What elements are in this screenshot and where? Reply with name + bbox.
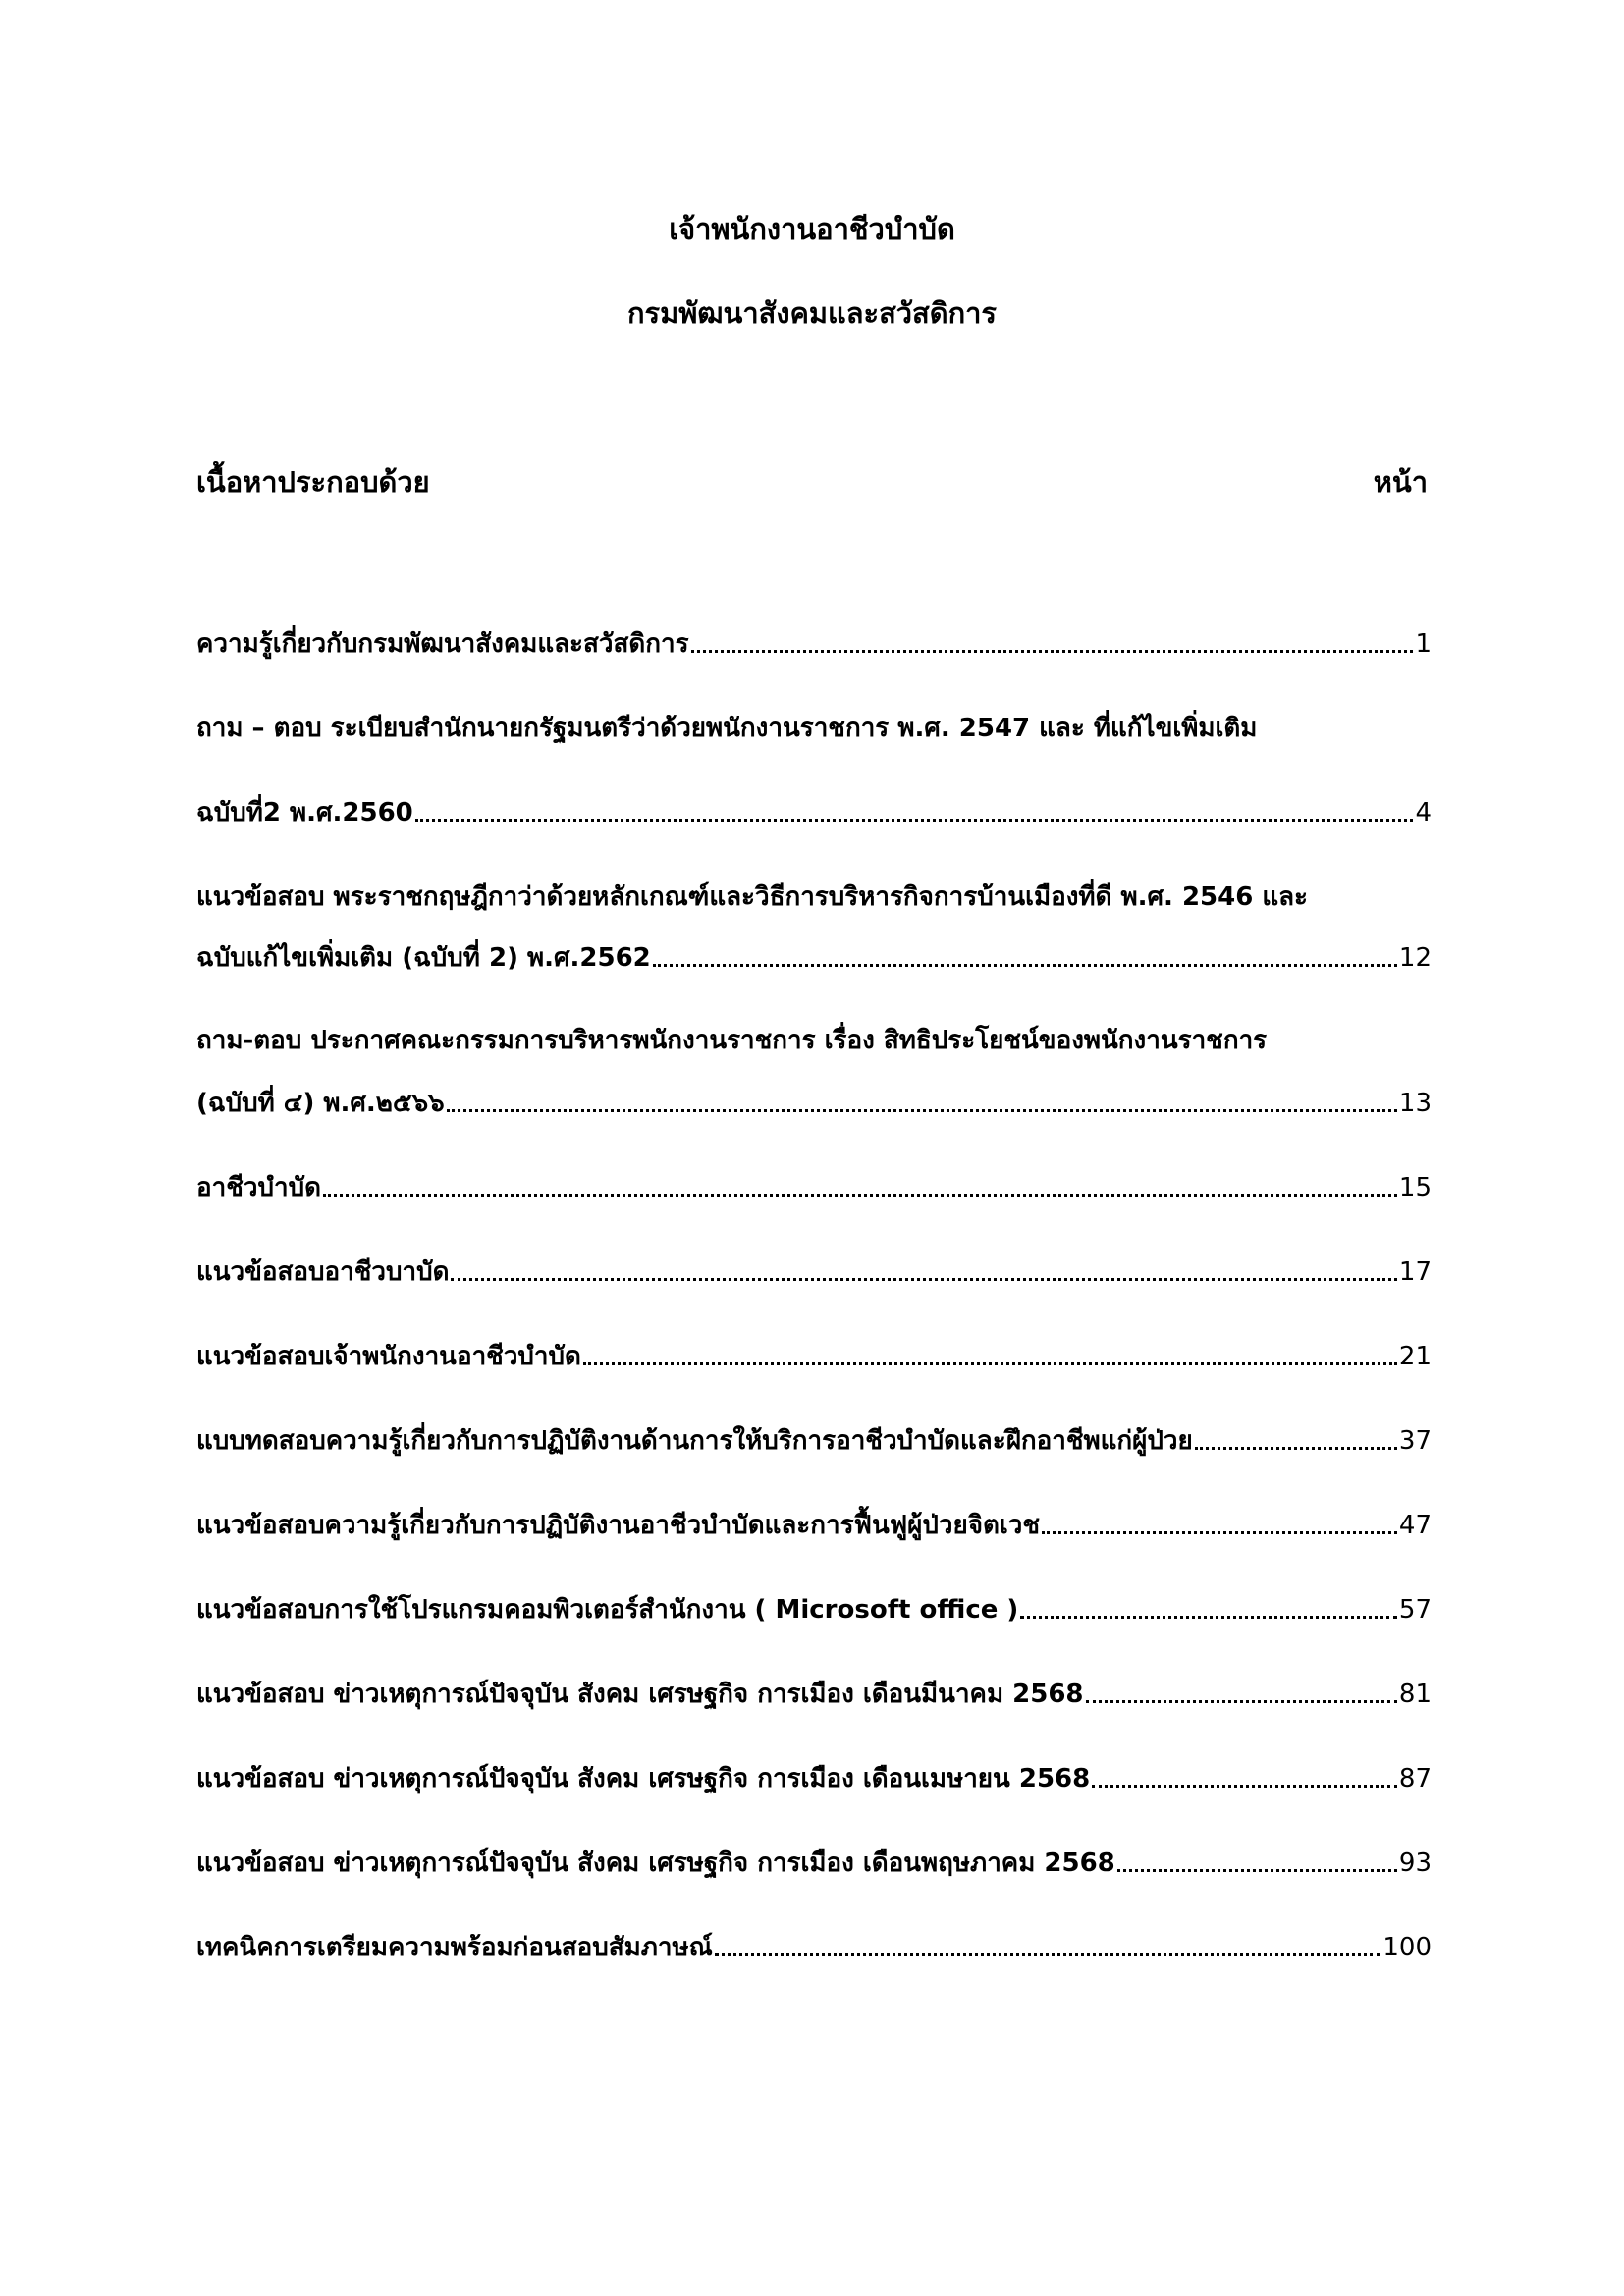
- dot-leader: [1042, 1531, 1397, 1534]
- document-title: เจ้าพนักงานอาชีวบำบัด: [669, 212, 955, 245]
- toc-entry-page: 47: [1398, 1511, 1432, 1540]
- dot-leader: [323, 1194, 1397, 1197]
- toc-entry-title: อาชีวบำบัด: [196, 1173, 321, 1202]
- toc-entry: [196, 1084, 1432, 1123]
- toc-entry-page: 12: [1398, 943, 1432, 973]
- toc-entry-title: แนวข้อสอบอาชีวบาบัด: [196, 1257, 450, 1287]
- document-subtitle: กรมพัฒนาสังคมและสวัสดิการ: [626, 296, 998, 330]
- toc-entry-title: เทคนิคการเตรียมความพร้อมก่อนสอบสัมภาษณ์: [196, 1933, 713, 1962]
- toc-entry-title-line2: ฉบับแก้ไขเพิ่มเติม (ฉบับที่ 2) พ.ศ.2562: [196, 943, 651, 973]
- toc-entry-page: 81: [1398, 1680, 1432, 1709]
- dot-leader: [1195, 1447, 1397, 1450]
- toc-entry: [196, 1843, 1432, 1883]
- toc-entry-title: แนวข้อสอบ ข่าวเหตุการณ์ปัจจุบัน สังคม เศรษฐกิจ การเมือง เดือนพฤษภาคม 2568: [196, 1848, 1115, 1878]
- toc-entry-page: 57: [1398, 1595, 1432, 1625]
- toc-entry: [196, 624, 1432, 664]
- toc-entry-page: 1: [1415, 629, 1432, 659]
- dot-leader: [715, 1953, 1381, 1956]
- toc-entry: [196, 1928, 1432, 1967]
- toc-entry-page: 17: [1398, 1257, 1432, 1287]
- dot-leader: [1117, 1869, 1397, 1872]
- toc-entry-title-line2: (ฉบับที่ ๔) พ.ศ.๒๕๖๖: [196, 1089, 445, 1118]
- dot-leader: [415, 819, 1414, 822]
- toc-entry-title: แนวข้อสอบเจ้าพนักงานอาชีวบำบัด: [196, 1342, 581, 1371]
- dot-leader: [1020, 1616, 1397, 1619]
- dot-leader: [447, 1109, 1397, 1112]
- toc-entry: [196, 938, 1432, 978]
- page-column-heading: หน้า: [1373, 465, 1428, 499]
- toc-entry: [196, 1421, 1432, 1461]
- toc-entry: [196, 1506, 1432, 1545]
- contents-heading: เนื้อหาประกอบด้วย: [196, 465, 430, 499]
- toc-entry-page: 87: [1398, 1764, 1432, 1793]
- dot-leader: [451, 1278, 1396, 1281]
- toc-entry: [196, 1337, 1432, 1376]
- toc-entry-title-line2: ฉบับที่2 พ.ศ.2560: [196, 798, 413, 828]
- toc-entry-page: 4: [1415, 798, 1432, 828]
- toc-entry-page: 37: [1398, 1426, 1432, 1456]
- dot-leader: [583, 1362, 1397, 1365]
- toc-entry: [196, 793, 1432, 832]
- toc-entry-page: 21: [1398, 1342, 1432, 1371]
- dot-leader: [1092, 1785, 1397, 1788]
- toc-entry: [196, 1168, 1432, 1207]
- toc-entry-title: ความรู้เกี่ยวกับกรมพัฒนาสังคมและสวัสดิการ: [196, 629, 689, 659]
- toc-entry-page: 13: [1398, 1089, 1432, 1118]
- toc-entry-title-line1: ถาม – ตอบ ระเบียบสำนักนายกรัฐมนตรีว่าด้วยพนักงานราชการ พ.ศ. 2547 และ ที่แก้ไขเพิ่มเติม: [196, 714, 1258, 743]
- toc-entry-title-line1: แนวข้อสอบ พระราชกฤษฎีกาว่าด้วยหลักเกณฑ์และวิธีการบริหารกิจการบ้านเมืองที่ดี พ.ศ. 2546 และ: [196, 882, 1309, 912]
- toc-entry-title: แนวข้อสอบการใช้โปรแกรมคอมพิวเตอร์สำนักงาน ( Microsoft office ): [196, 1595, 1019, 1625]
- toc-entry-title: แบบทดสอบความรู้เกี่ยวกับการปฏิบัติงานด้านการให้บริการอาชีวบำบัดและฝึกอาชีพแก่ผู้ป่วย: [196, 1426, 1193, 1456]
- toc-entry: [196, 1590, 1432, 1629]
- dot-leader: [1086, 1700, 1397, 1703]
- toc-entry-page: 15: [1398, 1173, 1432, 1202]
- toc-entry-title: แนวข้อสอบความรู้เกี่ยวกับการปฏิบัติงานอาชีวบำบัดและการฟื้นฟูผู้ป่วยจิตเวช: [196, 1511, 1040, 1540]
- toc-entry: [196, 1253, 1432, 1292]
- toc-entry: [196, 1759, 1432, 1798]
- toc-entry-title: แนวข้อสอบ ข่าวเหตุการณ์ปัจจุบัน สังคม เศรษฐกิจ การเมือง เดือนมีนาคม 2568: [196, 1680, 1084, 1709]
- toc-entry-page: 93: [1398, 1848, 1432, 1878]
- toc-entry: [196, 1675, 1432, 1714]
- dot-leader: [691, 650, 1414, 653]
- toc-entry-page: 100: [1382, 1933, 1432, 1962]
- dot-leader: [653, 964, 1397, 967]
- toc-entry-title-line1: ถาม-ตอบ ประกาศคณะกรรมการบริหารพนักงานราชการ เรื่อง สิทธิประโยชน์ของพนักงานราชการ: [196, 1026, 1268, 1055]
- toc-entry-title: แนวข้อสอบ ข่าวเหตุการณ์ปัจจุบัน สังคม เศรษฐกิจ การเมือง เดือนเมษายน 2568: [196, 1764, 1091, 1793]
